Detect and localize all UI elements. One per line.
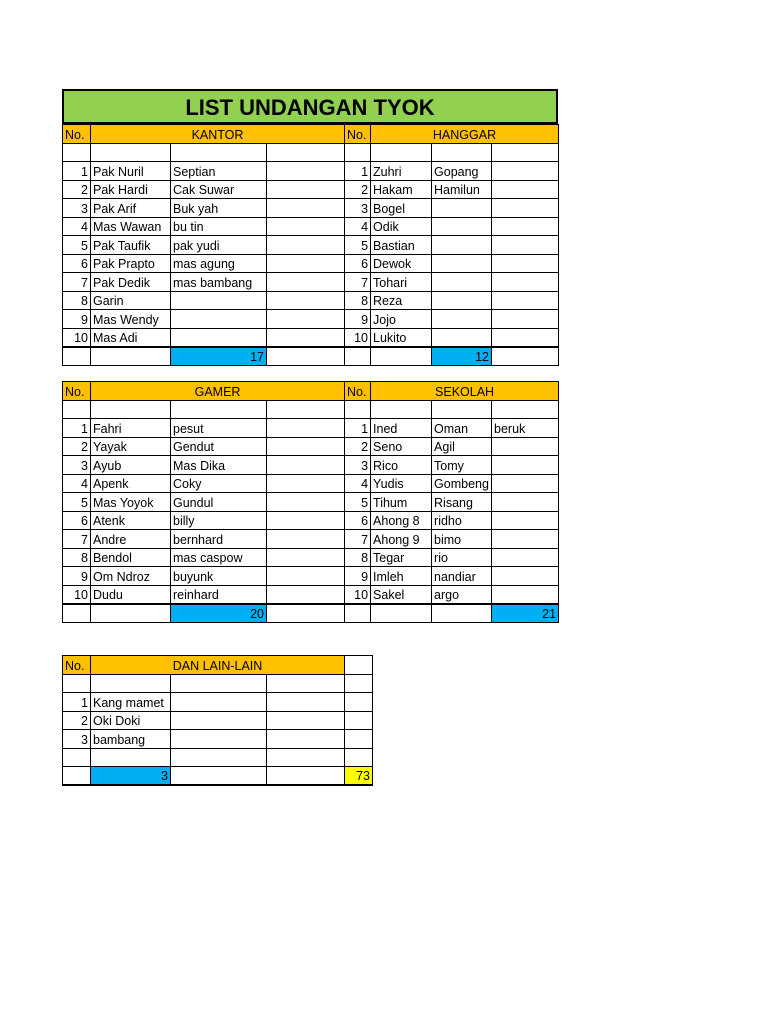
guest-name-2[interactable]: pak yudi [171, 236, 267, 255]
guest-name[interactable]: Mas Yoyok [91, 493, 171, 512]
row-number[interactable]: 8 [63, 548, 91, 567]
name-cell[interactable] [371, 400, 432, 419]
row-number[interactable]: 1 [345, 162, 371, 181]
table-row [63, 456, 559, 475]
guest-name-2[interactable] [171, 310, 267, 329]
row-number[interactable]: 2 [63, 180, 91, 199]
guest-name[interactable]: Mas Wendy [91, 310, 171, 329]
header-row [63, 125, 559, 144]
guest-name-3[interactable] [492, 511, 559, 530]
empty-cell [345, 748, 373, 767]
name-cell[interactable] [91, 400, 171, 419]
guest-name[interactable]: Pak Prapto [91, 254, 171, 273]
table-row [63, 693, 373, 712]
guest-name-3[interactable] [492, 162, 559, 181]
row-number[interactable]: 1 [345, 419, 371, 438]
guest-name-2[interactable] [171, 730, 267, 749]
header-row [63, 656, 373, 675]
gamer-header[interactable]: GAMER [91, 382, 345, 401]
table-row [63, 548, 559, 567]
guest-name-2[interactable]: rio [432, 548, 492, 567]
row-number[interactable]: 4 [345, 217, 371, 236]
table-row [63, 437, 559, 456]
guest-name-3[interactable] [492, 217, 559, 236]
row-number[interactable]: 1 [63, 162, 91, 181]
guest-name-2[interactable]: Buk yah [171, 199, 267, 218]
table-gamer-sekolah [62, 381, 559, 623]
guest-name-2[interactable] [432, 328, 492, 347]
guest-name-2[interactable]: Gopang [432, 162, 492, 181]
no-cell[interactable] [63, 400, 91, 419]
hanggar-total[interactable]: 12 [432, 347, 492, 366]
row-number[interactable]: 4 [345, 474, 371, 493]
guest-name-3[interactable] [267, 474, 345, 493]
row-number[interactable]: 5 [63, 493, 91, 512]
table-row [63, 711, 373, 730]
guest-name[interactable]: Pak Taufik [91, 236, 171, 255]
guest-name[interactable]: Hakam [371, 180, 432, 199]
guest-name-3[interactable] [267, 456, 345, 475]
row-number[interactable]: 3 [345, 199, 371, 218]
lain-header[interactable]: DAN LAIN-LAIN [91, 656, 345, 675]
row-number[interactable]: 7 [345, 273, 371, 292]
guest-name[interactable]: Mas Adi [91, 328, 171, 347]
empty-cell [267, 347, 345, 366]
extra-cell[interactable] [492, 400, 559, 419]
guest-name-2[interactable]: ridho [432, 511, 492, 530]
guest-name-3[interactable] [267, 180, 345, 199]
guest-name-2[interactable]: billy [171, 511, 267, 530]
table-row [63, 419, 559, 438]
guest-name-2[interactable] [432, 273, 492, 292]
table-row [63, 199, 559, 218]
guest-name-3[interactable] [492, 328, 559, 347]
guest-name-2[interactable] [432, 291, 492, 310]
guest-name-2[interactable] [432, 236, 492, 255]
row-number[interactable]: 6 [63, 511, 91, 530]
name-cell[interactable] [91, 143, 171, 162]
guest-name[interactable]: Imleh [371, 567, 432, 586]
guest-name-2[interactable]: pesut [171, 419, 267, 438]
table-row [63, 254, 559, 273]
empty-cell [492, 347, 559, 366]
guest-name[interactable]: Ayub [91, 456, 171, 475]
guest-name-3[interactable] [267, 548, 345, 567]
guest-name[interactable]: Bastian [371, 236, 432, 255]
row-number[interactable]: 6 [345, 511, 371, 530]
guest-name-3[interactable] [492, 548, 559, 567]
guest-name[interactable]: Reza [371, 291, 432, 310]
row-number[interactable]: 7 [63, 530, 91, 549]
no-cell[interactable] [63, 767, 91, 786]
guest-name[interactable]: Fahri [91, 419, 171, 438]
row-number[interactable]: 3 [63, 199, 91, 218]
guest-name[interactable]: Ahong 8 [371, 511, 432, 530]
guest-name-2[interactable]: nandiar [432, 567, 492, 586]
lain-total[interactable]: 3 [91, 767, 171, 786]
guest-name[interactable]: bambang [91, 730, 171, 749]
guest-name-3[interactable] [267, 217, 345, 236]
guest-name-3[interactable] [267, 530, 345, 549]
hanggar-header[interactable]: HANGGAR [371, 125, 559, 144]
guest-name-3[interactable] [267, 419, 345, 438]
total-row [63, 347, 559, 366]
guest-name-3[interactable] [267, 310, 345, 329]
guest-name-3[interactable] [267, 291, 345, 310]
table-row [63, 162, 559, 181]
row-number[interactable]: 6 [63, 254, 91, 273]
empty-cell [345, 347, 371, 366]
guest-name[interactable]: Seno [371, 437, 432, 456]
row-number[interactable]: 4 [63, 217, 91, 236]
no-header[interactable]: No. [63, 125, 91, 144]
guest-name[interactable]: Ined [371, 419, 432, 438]
guest-name-2[interactable] [171, 291, 267, 310]
table-row [63, 511, 559, 530]
guest-name-3[interactable] [492, 254, 559, 273]
guest-name-3[interactable] [492, 291, 559, 310]
header-row [63, 382, 559, 401]
guest-name[interactable]: Pak Nuril [91, 162, 171, 181]
guest-name-2[interactable]: argo [432, 585, 492, 604]
table-row [63, 730, 373, 749]
guest-name-2[interactable]: Coky [171, 474, 267, 493]
table-lain-lain [62, 655, 373, 786]
guest-name-2[interactable]: Septian [171, 162, 267, 181]
empty-cell [345, 674, 373, 693]
guest-name-2[interactable] [432, 199, 492, 218]
guest-name[interactable]: Ahong 9 [371, 530, 432, 549]
guest-name[interactable]: Tihum [371, 493, 432, 512]
guest-name-3[interactable] [267, 693, 345, 712]
guest-name[interactable]: Pak Arif [91, 199, 171, 218]
guest-name-3[interactable] [267, 236, 345, 255]
empty-cell [345, 711, 373, 730]
total-row [63, 767, 373, 786]
table-row [63, 310, 559, 329]
guest-name[interactable]: Pak Hardi [91, 180, 171, 199]
blank-row [63, 400, 559, 419]
row-number[interactable]: 1 [63, 693, 91, 712]
guest-name-3[interactable] [492, 273, 559, 292]
empty-cell [345, 693, 373, 712]
empty-cell [432, 604, 492, 623]
empty-cell [371, 347, 432, 366]
blank-row [63, 748, 373, 767]
guest-name[interactable]: Yudis [371, 474, 432, 493]
no-cell[interactable] [63, 143, 91, 162]
guest-name-2[interactable]: Gendut [171, 437, 267, 456]
extra-cell[interactable] [492, 143, 559, 162]
row-number[interactable]: 4 [63, 474, 91, 493]
no-cell[interactable] [63, 748, 91, 767]
guest-name-2[interactable]: bernhard [171, 530, 267, 549]
guest-name[interactable]: Apenk [91, 474, 171, 493]
table-row [63, 474, 559, 493]
no-header[interactable]: No. [63, 656, 91, 675]
guest-name-3[interactable] [492, 310, 559, 329]
guest-name-3[interactable] [492, 530, 559, 549]
guest-name-3[interactable] [267, 585, 345, 604]
row-number[interactable]: 5 [345, 236, 371, 255]
guest-name[interactable]: Mas Wawan [91, 217, 171, 236]
extra-cell[interactable] [267, 143, 345, 162]
guest-name-3[interactable] [492, 567, 559, 586]
name-cell[interactable] [371, 143, 432, 162]
row-number[interactable]: 10 [345, 328, 371, 347]
guest-name-2[interactable]: bu tin [171, 217, 267, 236]
guest-name-3[interactable] [492, 493, 559, 512]
empty-cell [371, 604, 432, 623]
guest-name[interactable]: Andre [91, 530, 171, 549]
top-body [63, 125, 559, 366]
guest-name-3[interactable] [267, 730, 345, 749]
sheet-title: LIST UNDANGAN TYOK [62, 89, 558, 124]
guest-name-3[interactable] [492, 199, 559, 218]
guest-name[interactable]: Dewok [371, 254, 432, 273]
no-header[interactable]: No. [63, 382, 91, 401]
row-number[interactable]: 8 [345, 548, 371, 567]
guest-name-3[interactable] [492, 585, 559, 604]
guest-name[interactable]: Odik [371, 217, 432, 236]
guest-name[interactable]: Bogel [371, 199, 432, 218]
guest-name-3[interactable] [267, 711, 345, 730]
table-row [63, 530, 559, 549]
guest-name[interactable]: Tohari [371, 273, 432, 292]
guest-name-2[interactable]: mas bambang [171, 273, 267, 292]
table-row [63, 493, 559, 512]
extra-cell[interactable] [267, 748, 345, 767]
guest-name-2[interactable]: Mas Dika [171, 456, 267, 475]
row-number[interactable]: 7 [63, 273, 91, 292]
empty-cell [345, 730, 373, 749]
row-number[interactable]: 3 [63, 456, 91, 475]
sekolah-header[interactable]: SEKOLAH [371, 382, 559, 401]
guest-name-3[interactable] [492, 180, 559, 199]
guest-name-2[interactable] [432, 217, 492, 236]
name-cell[interactable] [91, 748, 171, 767]
empty-cell [345, 604, 371, 623]
guest-name[interactable]: Rico [371, 456, 432, 475]
row-number[interactable]: 6 [345, 254, 371, 273]
guest-name-2[interactable]: bimo [432, 530, 492, 549]
guest-name-2[interactable] [171, 711, 267, 730]
table-row [63, 236, 559, 255]
mid-body [63, 382, 559, 623]
guest-name-3[interactable] [267, 162, 345, 181]
no-cell[interactable] [345, 400, 371, 419]
guest-name[interactable]: Lukito [371, 328, 432, 347]
guest-name-3[interactable] [267, 567, 345, 586]
no-header[interactable]: No. [345, 382, 371, 401]
no-header[interactable]: No. [345, 125, 371, 144]
row-number[interactable]: 8 [345, 291, 371, 310]
guest-name-2[interactable] [432, 254, 492, 273]
row-number[interactable]: 2 [63, 437, 91, 456]
kantor-header[interactable]: KANTOR [91, 125, 345, 144]
table-row [63, 180, 559, 199]
guest-name-3[interactable] [492, 474, 559, 493]
guest-name-3[interactable] [492, 456, 559, 475]
guest-name-3[interactable] [267, 328, 345, 347]
guest-name-2[interactable]: Hamilun [432, 180, 492, 199]
blank-row [63, 674, 373, 693]
guest-name[interactable]: Jojo [371, 310, 432, 329]
row-number[interactable]: 5 [63, 236, 91, 255]
grand-total[interactable]: 73 [345, 767, 373, 786]
name2-cell[interactable] [432, 143, 492, 162]
guest-name[interactable]: Yayak [91, 437, 171, 456]
name2-cell[interactable] [171, 674, 267, 693]
guest-name[interactable]: Garin [91, 291, 171, 310]
extra-cell[interactable] [267, 674, 345, 693]
guest-name-3[interactable]: beruk [492, 419, 559, 438]
empty-cell [91, 347, 171, 366]
guest-name-2[interactable]: Cak Suwar [171, 180, 267, 199]
guest-name-2[interactable]: reinhard [171, 585, 267, 604]
guest-name[interactable]: Zuhri [371, 162, 432, 181]
empty-cell [267, 604, 345, 623]
row-number[interactable]: 8 [63, 291, 91, 310]
table-row [63, 328, 559, 347]
name2-cell[interactable] [171, 400, 267, 419]
row-number[interactable]: 10 [63, 585, 91, 604]
name2-cell[interactable] [171, 143, 267, 162]
guest-name-3[interactable] [492, 437, 559, 456]
blank-row [63, 143, 559, 162]
guest-name-3[interactable] [267, 254, 345, 273]
empty-cell [63, 347, 91, 366]
guest-name-3[interactable] [267, 199, 345, 218]
guest-name[interactable]: Dudu [91, 585, 171, 604]
guest-name[interactable]: Oki Doki [91, 711, 171, 730]
guest-name[interactable]: Om Ndroz [91, 567, 171, 586]
guest-name-3[interactable] [267, 273, 345, 292]
no-cell[interactable] [63, 674, 91, 693]
extra-cell[interactable] [267, 400, 345, 419]
row-number[interactable]: 5 [345, 493, 371, 512]
guest-name-2[interactable]: mas agung [171, 254, 267, 273]
guest-name-2[interactable]: Gombeng [432, 474, 492, 493]
guest-name-2[interactable] [171, 328, 267, 347]
row-number[interactable]: 9 [63, 567, 91, 586]
row-number[interactable]: 9 [345, 567, 371, 586]
name2-cell[interactable] [171, 767, 267, 786]
row-number[interactable]: 3 [345, 456, 371, 475]
guest-name-3[interactable] [492, 236, 559, 255]
low-body [63, 656, 373, 786]
guest-name[interactable]: Atenk [91, 511, 171, 530]
guest-name-2[interactable]: mas caspow [171, 548, 267, 567]
row-number[interactable]: 2 [345, 180, 371, 199]
guest-name[interactable]: Pak Dedik [91, 273, 171, 292]
row-number[interactable]: 3 [63, 730, 91, 749]
guest-name-2[interactable]: Gundul [171, 493, 267, 512]
name-cell[interactable] [91, 674, 171, 693]
guest-name-3[interactable] [267, 437, 345, 456]
table-kantor-hanggar [62, 124, 559, 366]
guest-name-2[interactable]: buyunk [171, 567, 267, 586]
guest-name-2[interactable]: Tomy [432, 456, 492, 475]
sekolah-total[interactable]: 21 [492, 604, 559, 623]
table-row [63, 291, 559, 310]
table-row [63, 567, 559, 586]
guest-name-2[interactable] [432, 310, 492, 329]
row-number[interactable]: 1 [63, 419, 91, 438]
table-row [63, 273, 559, 292]
empty-cell [63, 604, 91, 623]
row-number[interactable]: 2 [345, 437, 371, 456]
guest-name[interactable]: Bendol [91, 548, 171, 567]
guest-name[interactable]: Tegar [371, 548, 432, 567]
empty-cell [91, 604, 171, 623]
row-number[interactable]: 2 [63, 711, 91, 730]
guest-name-2[interactable] [171, 693, 267, 712]
total-row [63, 604, 559, 623]
extra-cell[interactable] [267, 767, 345, 786]
kantor-total[interactable]: 17 [171, 347, 267, 366]
row-number[interactable]: 7 [345, 530, 371, 549]
guest-name-3[interactable] [267, 493, 345, 512]
table-row [63, 217, 559, 236]
gamer-total[interactable]: 20 [171, 604, 267, 623]
no-cell[interactable] [345, 143, 371, 162]
name2-cell[interactable] [171, 748, 267, 767]
table-row [63, 585, 559, 604]
row-number[interactable]: 10 [63, 328, 91, 347]
guest-name-2[interactable]: Risang [432, 493, 492, 512]
guest-name-3[interactable] [267, 511, 345, 530]
row-number[interactable]: 10 [345, 585, 371, 604]
guest-name-2[interactable]: Oman [432, 419, 492, 438]
name2-cell[interactable] [432, 400, 492, 419]
guest-name-2[interactable]: Agil [432, 437, 492, 456]
guest-name[interactable]: Sakel [371, 585, 432, 604]
row-number[interactable]: 9 [345, 310, 371, 329]
guest-name[interactable]: Kang mamet [91, 693, 171, 712]
row-number[interactable]: 9 [63, 310, 91, 329]
